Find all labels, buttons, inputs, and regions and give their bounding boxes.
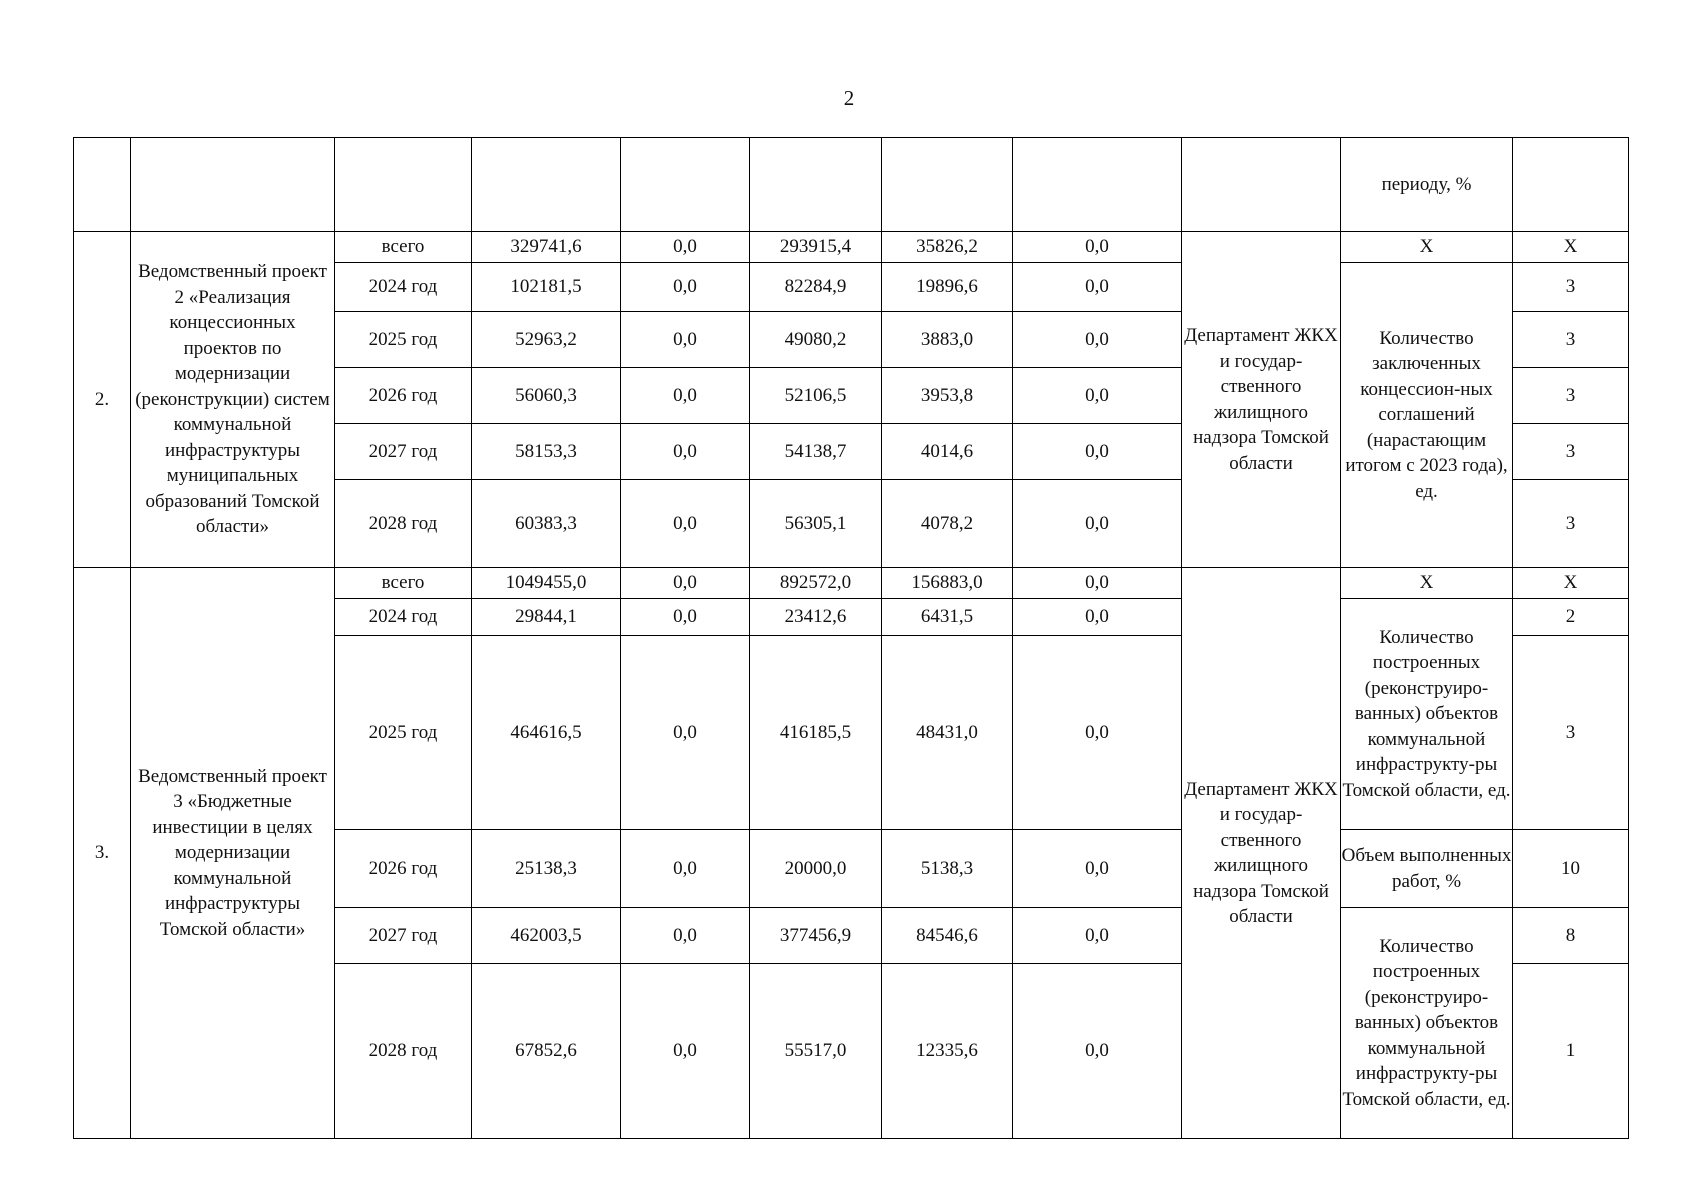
period: 2026 год	[335, 368, 472, 424]
amount-regional: 892572,0	[750, 568, 882, 599]
period: 2025 год	[335, 636, 472, 830]
amount-local: 3883,0	[882, 312, 1013, 368]
responsible-executor: Департамент ЖКХ и государ-ственного жилищного надзора Томской области	[1182, 568, 1341, 1139]
indicator-value: 3	[1513, 636, 1629, 830]
amount-total: 329741,6	[472, 232, 621, 263]
indicator-value: X	[1513, 232, 1629, 263]
amount-other: 0,0	[1013, 599, 1182, 636]
amount-other: 0,0	[1013, 908, 1182, 964]
amount-other: 0,0	[1013, 232, 1182, 263]
cell-empty	[882, 138, 1013, 232]
indicator-total-mark: X	[1341, 232, 1513, 263]
amount-federal: 0,0	[621, 424, 750, 480]
indicator-value: 1	[1513, 964, 1629, 1139]
table-row	[74, 568, 1629, 599]
period: всего	[335, 568, 472, 599]
amount-total: 462003,5	[472, 908, 621, 964]
table-row	[74, 232, 1629, 263]
amount-federal: 0,0	[621, 636, 750, 830]
amount-other: 0,0	[1013, 964, 1182, 1139]
indicator-tail: периоду, %	[1341, 138, 1513, 232]
amount-regional: 52106,5	[750, 368, 882, 424]
project-name: Ведомственный проект 2 «Реализация концессионных проектов по модернизации (реконструкции) систем коммунальной инфраструктуры муниципальных образований Томской области»	[131, 232, 335, 568]
amount-other: 0,0	[1013, 368, 1182, 424]
indicator-value: 3	[1513, 312, 1629, 368]
amount-local: 5138,3	[882, 830, 1013, 908]
period: 2026 год	[335, 830, 472, 908]
indicator-total-mark: X	[1341, 568, 1513, 599]
amount-federal: 0,0	[621, 263, 750, 312]
amount-regional: 56305,1	[750, 480, 882, 568]
funding-table	[73, 137, 1629, 1139]
period: всего	[335, 232, 472, 263]
amount-federal: 0,0	[621, 568, 750, 599]
amount-total: 464616,5	[472, 636, 621, 830]
amount-local: 84546,6	[882, 908, 1013, 964]
amount-regional: 82284,9	[750, 263, 882, 312]
indicator-value: X	[1513, 568, 1629, 599]
amount-regional: 416185,5	[750, 636, 882, 830]
amount-total: 67852,6	[472, 964, 621, 1139]
amount-regional: 293915,4	[750, 232, 882, 263]
amount-regional: 54138,7	[750, 424, 882, 480]
indicator-value: 10	[1513, 830, 1629, 908]
amount-local: 35826,2	[882, 232, 1013, 263]
amount-total: 52963,2	[472, 312, 621, 368]
amount-federal: 0,0	[621, 908, 750, 964]
amount-federal: 0,0	[621, 312, 750, 368]
amount-local: 156883,0	[882, 568, 1013, 599]
period: 2025 год	[335, 312, 472, 368]
amount-local: 12335,6	[882, 964, 1013, 1139]
project-number: 2.	[74, 232, 131, 568]
period: 2027 год	[335, 908, 472, 964]
amount-other: 0,0	[1013, 480, 1182, 568]
indicator-name: Количество заключенных концессион-ных соглашений (нарастающим итогом с 2023 года), ед.	[1341, 263, 1513, 568]
indicator-value: 3	[1513, 480, 1629, 568]
amount-regional: 55517,0	[750, 964, 882, 1139]
project-number: 3.	[74, 568, 131, 1139]
cell-empty	[131, 138, 335, 232]
cell-empty	[335, 138, 472, 232]
amount-total: 56060,3	[472, 368, 621, 424]
period: 2024 год	[335, 599, 472, 636]
indicator-value: 8	[1513, 908, 1629, 964]
amount-federal: 0,0	[621, 599, 750, 636]
amount-local: 3953,8	[882, 368, 1013, 424]
amount-regional: 23412,6	[750, 599, 882, 636]
indicator-name: Количество построенных (реконструиро-ванных) объектов коммунальной инфраструкту-ры Томской области, ед.	[1341, 908, 1513, 1139]
amount-other: 0,0	[1013, 263, 1182, 312]
cell-empty	[472, 138, 621, 232]
indicator-value: 3	[1513, 263, 1629, 312]
project-name: Ведомственный проект 3 «Бюджетные инвестиции в целях модернизации коммунальной инфраструктуры Томской области»	[131, 568, 335, 1139]
amount-local: 19896,6	[882, 263, 1013, 312]
cell-empty	[1182, 138, 1341, 232]
amount-regional: 20000,0	[750, 830, 882, 908]
amount-regional: 377456,9	[750, 908, 882, 964]
amount-other: 0,0	[1013, 636, 1182, 830]
indicator-value: 3	[1513, 368, 1629, 424]
amount-other: 0,0	[1013, 424, 1182, 480]
indicator-name: Объем выполненных работ, %	[1341, 830, 1513, 908]
cell-empty	[750, 138, 882, 232]
amount-federal: 0,0	[621, 830, 750, 908]
amount-local: 4014,6	[882, 424, 1013, 480]
indicator-value: 3	[1513, 424, 1629, 480]
amount-local: 4078,2	[882, 480, 1013, 568]
cell-empty	[1013, 138, 1182, 232]
period: 2028 год	[335, 964, 472, 1139]
amount-other: 0,0	[1013, 568, 1182, 599]
amount-total: 60383,3	[472, 480, 621, 568]
page-number: 2	[843, 86, 855, 110]
amount-federal: 0,0	[621, 480, 750, 568]
period: 2027 год	[335, 424, 472, 480]
continuation-row	[74, 138, 1629, 232]
amount-local: 6431,5	[882, 599, 1013, 636]
cell-empty	[621, 138, 750, 232]
amount-total: 25138,3	[472, 830, 621, 908]
indicator-name: Количество построенных (реконструиро-ванных) объектов коммунальной инфраструкту-ры Томской области, ед.	[1341, 599, 1513, 830]
amount-local: 48431,0	[882, 636, 1013, 830]
period: 2028 год	[335, 480, 472, 568]
responsible-executor: Департамент ЖКХ и государ-ственного жилищного надзора Томской области	[1182, 232, 1341, 568]
indicator-value: 2	[1513, 599, 1629, 636]
cell-empty	[74, 138, 131, 232]
amount-total: 102181,5	[472, 263, 621, 312]
amount-total: 58153,3	[472, 424, 621, 480]
amount-federal: 0,0	[621, 964, 750, 1139]
amount-other: 0,0	[1013, 312, 1182, 368]
amount-other: 0,0	[1013, 830, 1182, 908]
amount-federal: 0,0	[621, 232, 750, 263]
amount-total: 1049455,0	[472, 568, 621, 599]
amount-federal: 0,0	[621, 368, 750, 424]
cell-empty	[1513, 138, 1629, 232]
period: 2024 год	[335, 263, 472, 312]
amount-regional: 49080,2	[750, 312, 882, 368]
amount-total: 29844,1	[472, 599, 621, 636]
